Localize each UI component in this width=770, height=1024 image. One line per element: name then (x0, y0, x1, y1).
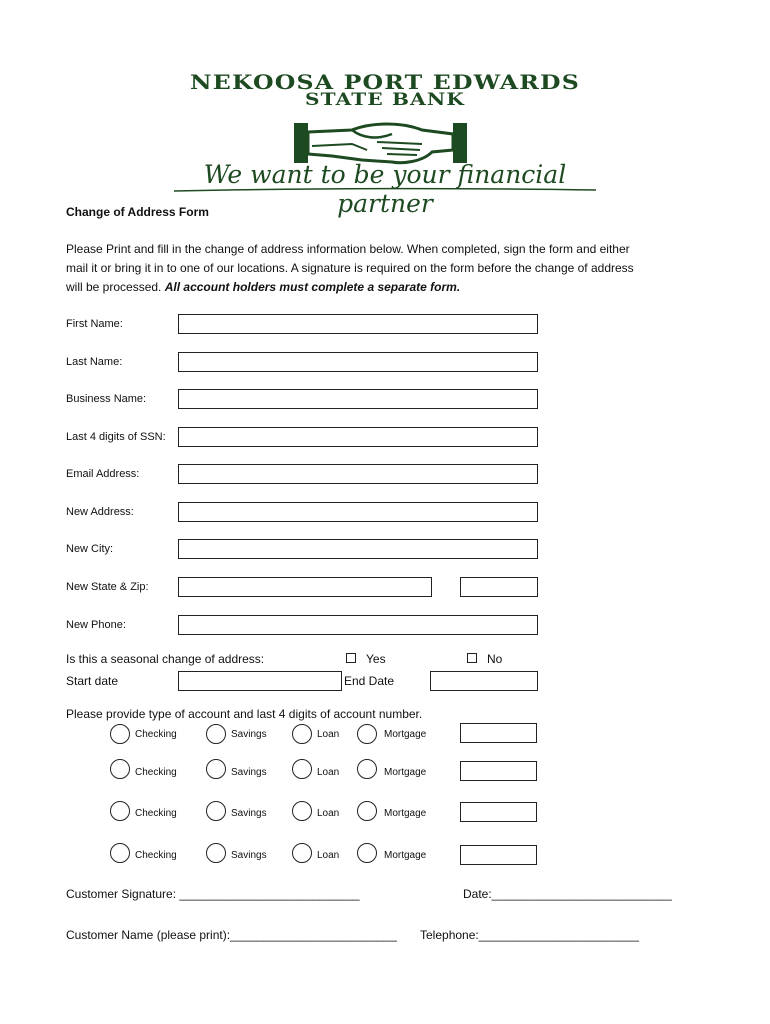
checking-radio-3[interactable] (110, 801, 130, 821)
new-phone-input[interactable] (178, 615, 538, 635)
new-city-label: New City: (66, 543, 114, 555)
new-city-input[interactable] (178, 539, 538, 559)
account-digits-input-4[interactable] (460, 845, 537, 865)
end-date-label: End Date (344, 674, 395, 688)
loan-label-2: Loan (317, 767, 340, 778)
seasonal-yes-option[interactable] (346, 652, 386, 666)
no-label: No (487, 652, 503, 666)
checking-radio-1[interactable] (110, 724, 130, 744)
loan-radio-2[interactable] (292, 759, 312, 779)
savings-label-1: Savings (231, 729, 267, 740)
account-digits-input-1[interactable] (460, 723, 537, 743)
savings-label-4: Savings (231, 850, 267, 861)
checking-label-4: Checking (135, 850, 177, 861)
account-digits-input-2[interactable] (460, 761, 537, 781)
ssn-label: Last 4 digits of SSN: (66, 431, 166, 443)
yes-checkbox-icon[interactable] (346, 653, 356, 663)
loan-label-4: Loan (317, 850, 340, 861)
savings-label-2: Savings (231, 767, 267, 778)
email-label: Email Address: (66, 468, 140, 480)
savings-radio-2[interactable] (206, 759, 226, 779)
telephone-line[interactable]: Telephone:________________________ (420, 928, 639, 942)
mortgage-radio-3[interactable] (357, 801, 377, 821)
customer-name-line[interactable]: Customer Name (please print):_________________________ (66, 928, 397, 942)
seasonal-question: Is this a seasonal change of address: (66, 652, 265, 666)
new-address-label: New Address: (66, 506, 134, 518)
mortgage-radio-1[interactable] (357, 724, 377, 744)
mortgage-label-1: Mortgage (384, 729, 427, 740)
loan-radio-3[interactable] (292, 801, 312, 821)
yes-label: Yes (366, 652, 386, 666)
bank-tagline: We want to be your financial partner (203, 160, 567, 218)
first-name-label: First Name: (66, 318, 123, 330)
intro-text: Please Print and fill in the change of address information below. When completed, sign the form and either mail it or bring it in to one of our locations. A signature is required on the form before the change of address will be processed. (66, 242, 634, 294)
business-name-input[interactable] (178, 389, 538, 409)
first-name-input[interactable] (178, 314, 538, 334)
savings-label-3: Savings (231, 808, 267, 819)
mortgage-label-2: Mortgage (384, 767, 427, 778)
business-name-label: Business Name: (66, 393, 147, 405)
savings-radio-3[interactable] (206, 801, 226, 821)
start-date-input[interactable] (178, 671, 342, 691)
mortgage-label-4: Mortgage (384, 850, 427, 861)
checking-radio-2[interactable] (110, 759, 130, 779)
loan-radio-4[interactable] (292, 843, 312, 863)
new-state-zip-label: New State & Zip: (66, 581, 149, 593)
intro-emphasis: All account holders must complete a separate form. (164, 280, 461, 294)
new-address-input[interactable] (178, 502, 538, 522)
savings-radio-4[interactable] (206, 843, 226, 863)
checking-label-1: Checking (135, 729, 177, 740)
last-name-input[interactable] (178, 352, 538, 372)
account-digits-input-3[interactable] (460, 802, 537, 822)
new-phone-label: New Phone: (66, 619, 126, 631)
end-date-input[interactable] (430, 671, 538, 691)
no-checkbox-icon[interactable] (467, 653, 477, 663)
last-name-label: Last Name: (66, 356, 123, 368)
checking-label-3: Checking (135, 808, 177, 819)
email-input[interactable] (178, 464, 538, 484)
intro-paragraph (66, 240, 636, 297)
tagline-underline-icon (170, 186, 600, 194)
accounts-instruction: Please provide type of account and last 4 digits of account number. (66, 707, 423, 721)
new-zip-input[interactable] (460, 577, 538, 597)
bank-name-line2: STATE BANK (304, 90, 466, 110)
mortgage-label-3: Mortgage (384, 808, 427, 819)
mortgage-radio-4[interactable] (357, 843, 377, 863)
ssn-input[interactable] (178, 427, 538, 447)
loan-label-1: Loan (317, 729, 340, 740)
date-line[interactable]: Date:___________________________ (463, 887, 672, 901)
savings-radio-1[interactable] (206, 724, 226, 744)
start-date-label: Start date (66, 674, 119, 688)
customer-signature-line[interactable]: Customer Signature: ___________________________ (66, 887, 360, 901)
new-state-input[interactable] (178, 577, 432, 597)
bank-name-line1: NEKOOSA PORT EDWARDS (190, 70, 580, 94)
loan-label-3: Loan (317, 808, 340, 819)
form-title: Change of Address Form (66, 205, 209, 219)
mortgage-radio-2[interactable] (357, 759, 377, 779)
seasonal-no-option[interactable] (467, 652, 502, 666)
loan-radio-1[interactable] (292, 724, 312, 744)
checking-radio-4[interactable] (110, 843, 130, 863)
checking-label-2: Checking (135, 767, 177, 778)
